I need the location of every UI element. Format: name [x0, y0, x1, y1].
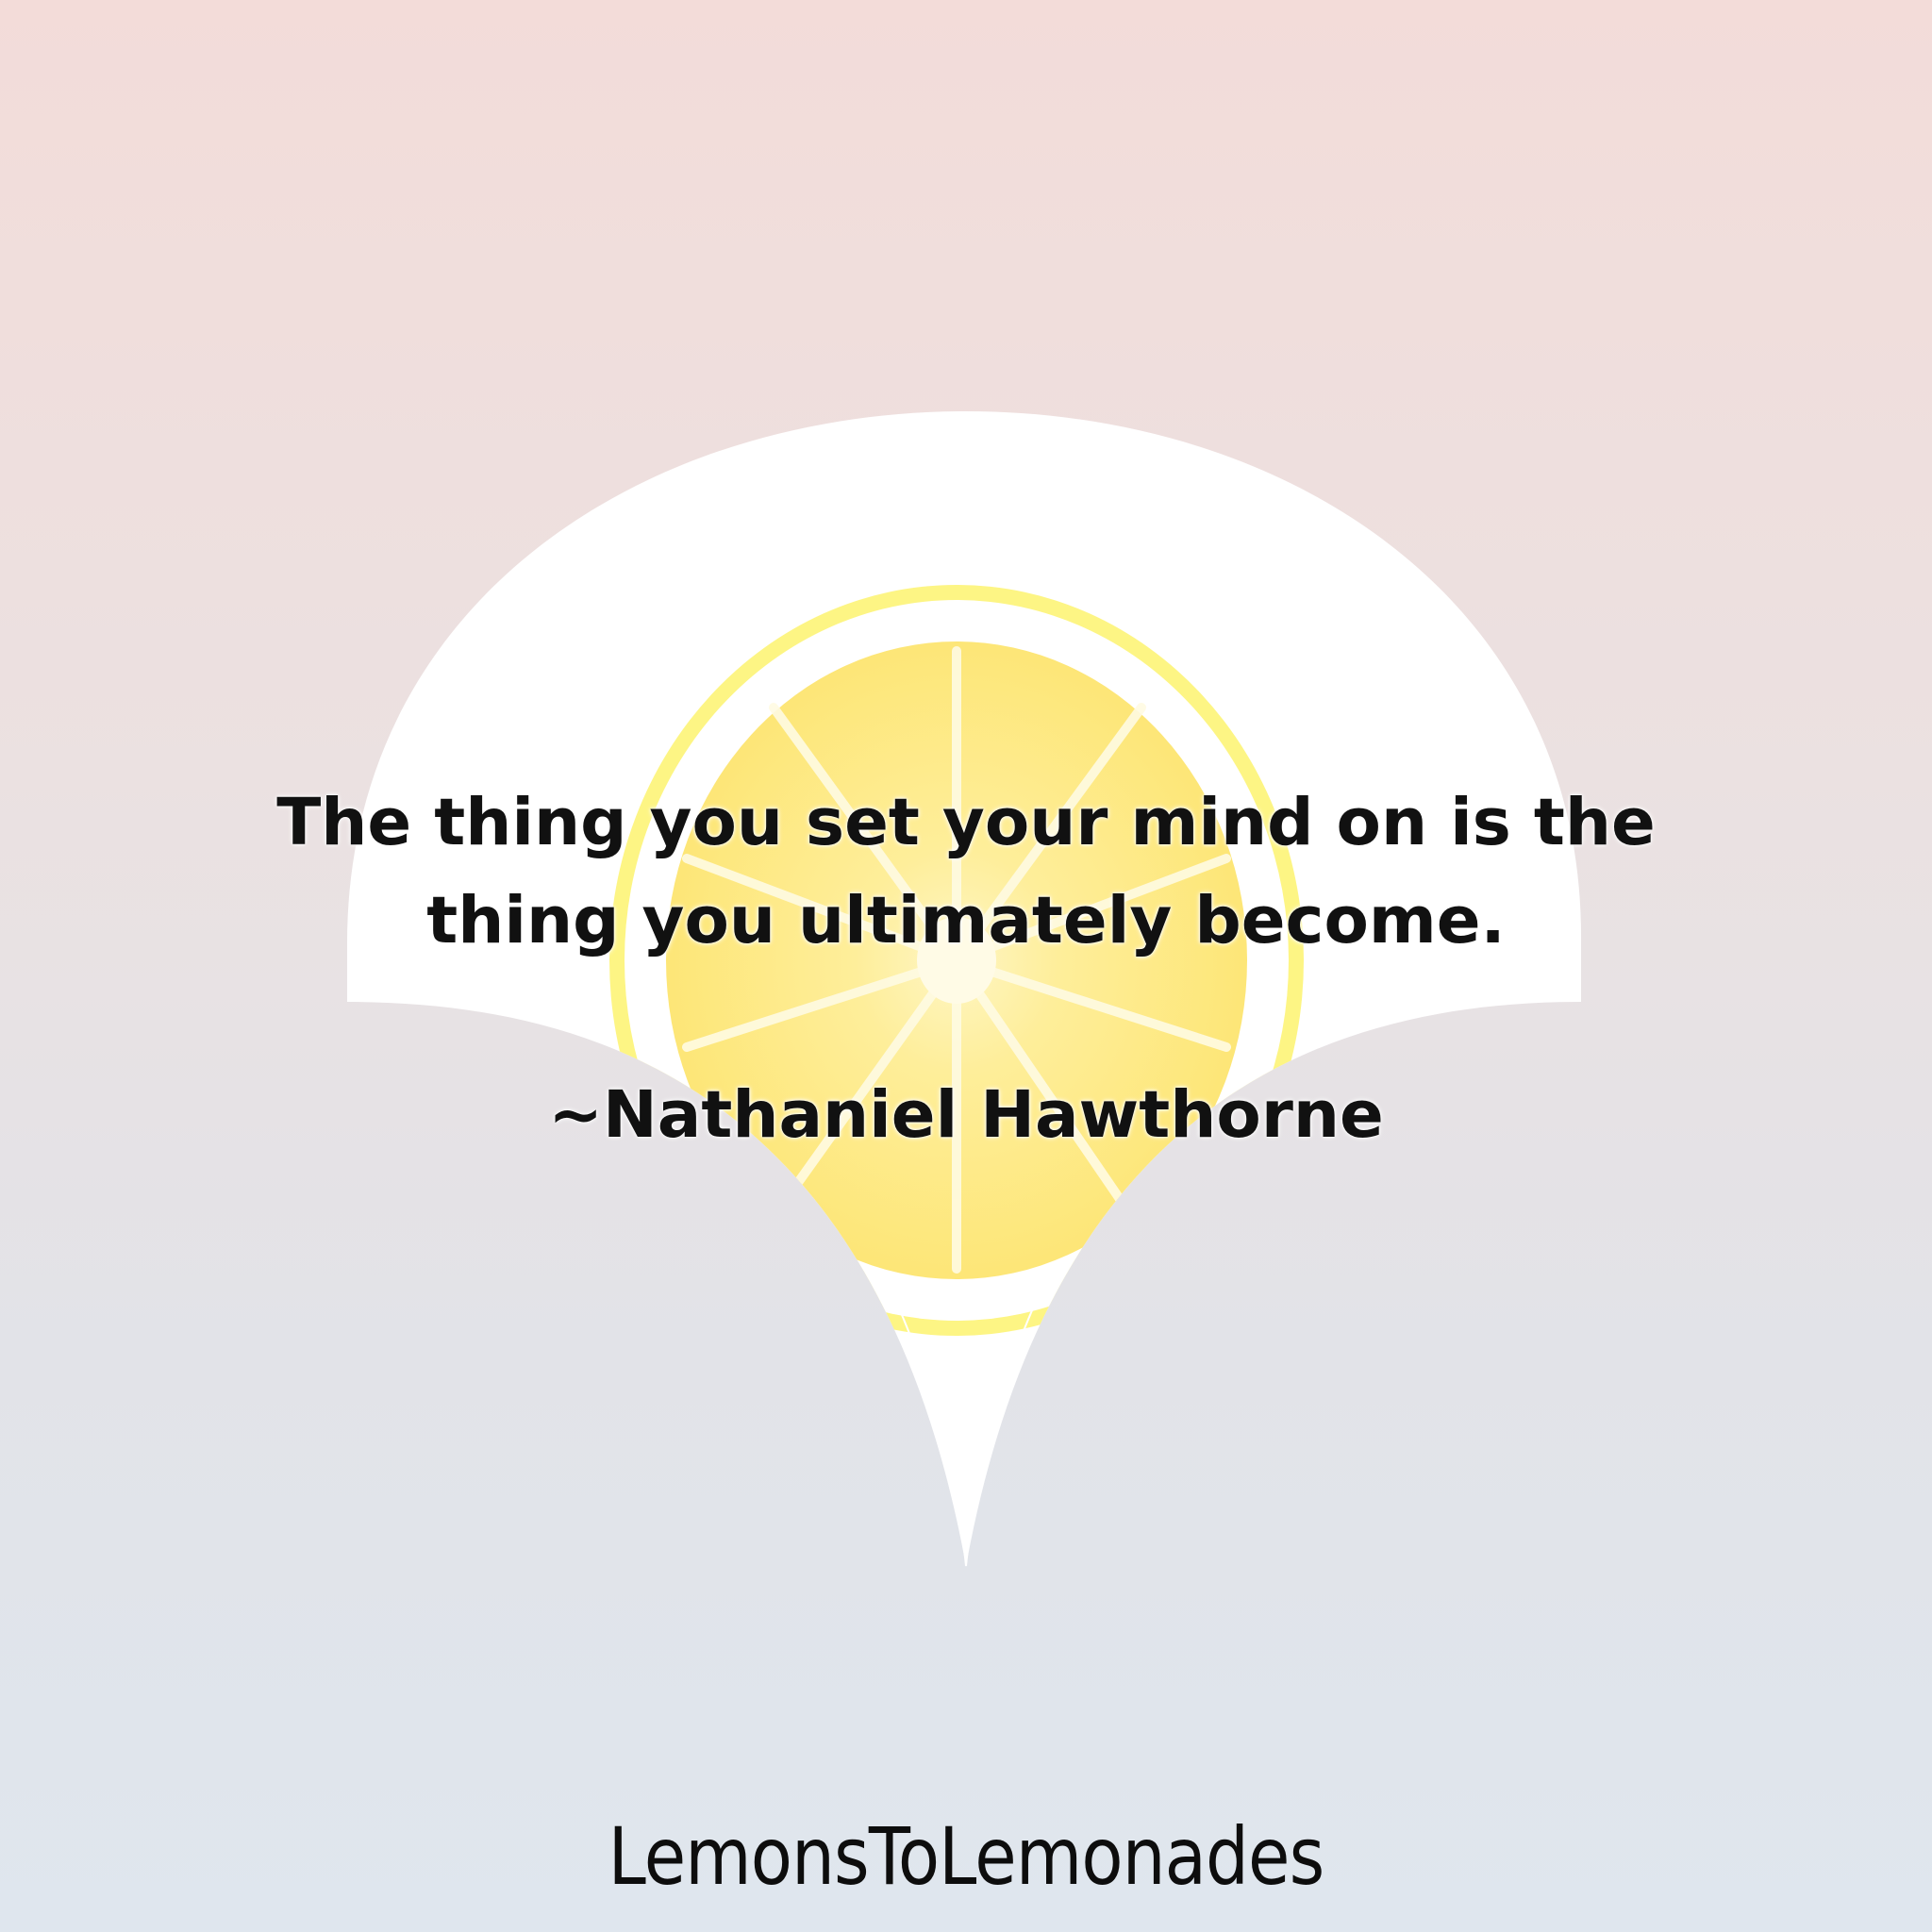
- brand-watermark: LemonsToLemonades: [608, 1810, 1324, 1903]
- quote-author: ~Nathaniel Hawthorne: [548, 1077, 1384, 1153]
- quote-text: The thing you set your mind on is the thing you ultimately become.: [276, 785, 1656, 958]
